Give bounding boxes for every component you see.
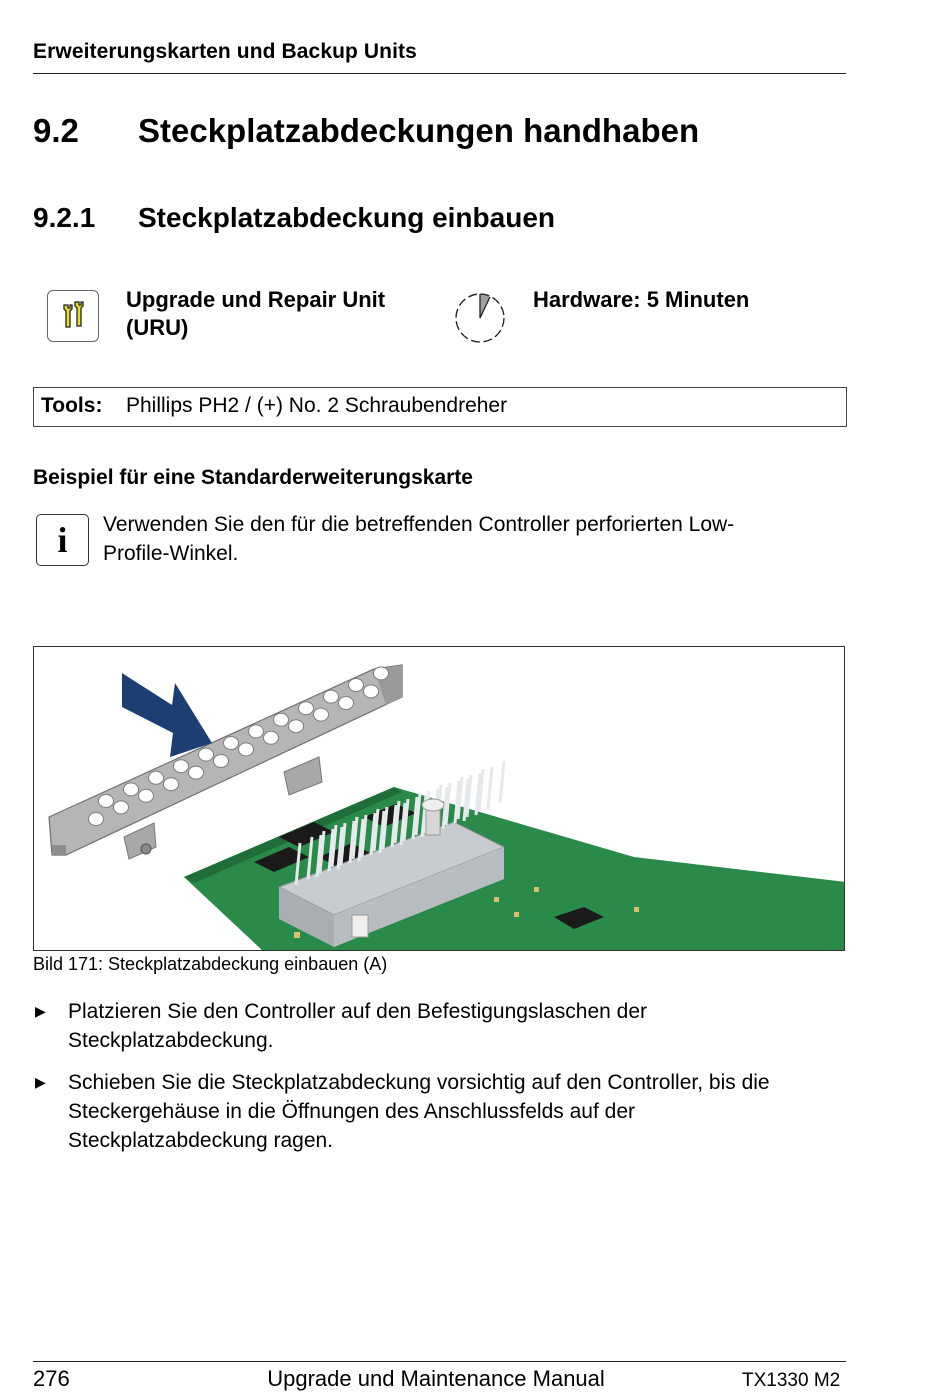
example-heading: Beispiel für eine Standarderweiterungskarte (33, 466, 473, 489)
running-header: Erweiterungskarten und Backup Units (33, 40, 417, 63)
subsection-number: 9.2.1 (33, 202, 96, 233)
info-icon: i (36, 514, 89, 566)
header-rule (33, 73, 846, 74)
wrench-tools-icon (47, 290, 99, 342)
footer-model: TX1330 M2 (742, 1370, 841, 1391)
bullet-arrow-icon: ▶ (35, 1074, 46, 1090)
hardware-time-label: Hardware: 5 Minuten (533, 287, 750, 312)
controller-board (184, 787, 845, 951)
tools-box (33, 387, 847, 427)
list-item: ▶ Platzieren Sie den Controller auf den Befestigungslaschen der Steckplatzabdeckung. (33, 997, 848, 1055)
figure-caption: Bild 171: Steckplatzabdeckung einbauen (A) (33, 954, 388, 974)
tools-label: Tools: (41, 394, 103, 417)
clock-icon (452, 290, 508, 346)
section-title: Steckplatzabdeckungen handhaben (138, 112, 700, 149)
uru-label: Upgrade und Repair Unit (URU) (126, 287, 386, 340)
footer-title: Upgrade und Maintenance Manual (267, 1366, 605, 1391)
tools-value: Phillips PH2 / (+) No. 2 Schraubendreher (126, 394, 508, 417)
page-number: 276 (33, 1366, 70, 1391)
instruction-list (33, 997, 848, 1168)
figure-slot-bracket-illustration (33, 646, 845, 951)
direction-arrow (122, 673, 212, 757)
list-item: ▶ Schieben Sie die Steckplatzabdeckung vorsichtig auf den Controller, bis die Steckergehäuse in die Öffnungen des Anschlussfelds auf der Steckplatzabdeckung ragen. (33, 1068, 848, 1155)
bullet-arrow-icon: ▶ (35, 1003, 46, 1019)
subsection-title: Steckplatzabdeckung einbauen (138, 202, 555, 233)
note-text: Verwenden Sie den für die betreffenden Controller perforierten Low- Profile-Winkel. (103, 513, 735, 565)
section-number: 9.2 (33, 112, 79, 149)
footer-rule (33, 1361, 846, 1362)
